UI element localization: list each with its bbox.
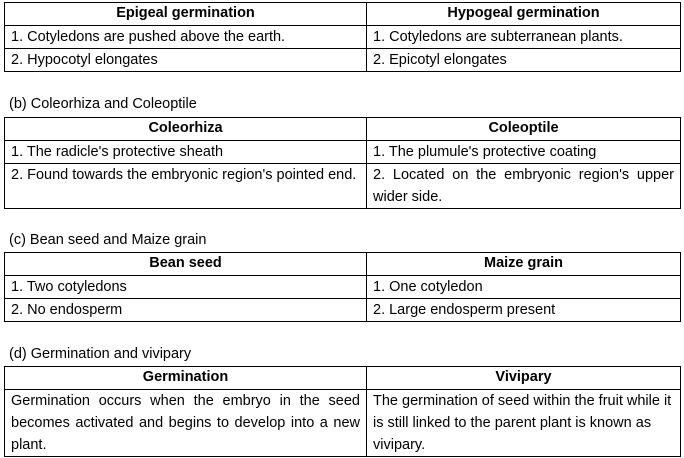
table-cell: 1. One cotyledon	[367, 276, 681, 299]
table-header-row	[5, 367, 681, 390]
table-row	[5, 299, 681, 322]
table-cell: The germination of seed within the fruit while it is still linked to the parent plant is known as vivipary.	[367, 390, 681, 457]
column-header: Epigeal germination	[5, 3, 367, 26]
table-cell: 2. Epicotyl elongates	[367, 49, 681, 72]
column-header: Hypogeal germination	[367, 3, 681, 26]
germination-vivipary-table	[4, 366, 681, 457]
table-header-row	[5, 3, 681, 26]
table-cell: 2. Hypocotyl elongates	[5, 49, 367, 72]
table-cell: 1. The plumule's protective coating	[367, 141, 681, 164]
table-cell: 2. Large endosperm present	[367, 299, 681, 322]
coleorhiza-coleoptile-table	[4, 117, 681, 209]
column-header: Vivipary	[367, 367, 681, 390]
section-heading-c: (c) Bean seed and Maize grain	[9, 232, 207, 248]
table-row	[5, 141, 681, 164]
table-row	[5, 49, 681, 72]
table-row	[5, 164, 681, 209]
table-cell: 1. Cotyledons are subterranean plants.	[367, 26, 681, 49]
column-header: Coleorhiza	[5, 118, 367, 141]
table-cell: 1. The radicle's protective sheath	[5, 141, 367, 164]
column-header: Maize grain	[367, 253, 681, 276]
table-cell: 2. No endosperm	[5, 299, 367, 322]
table-header-row	[5, 253, 681, 276]
table-cell: 1. Cotyledons are pushed above the earth.	[5, 26, 367, 49]
table-cell: 1. Two cotyledons	[5, 276, 367, 299]
table-row	[5, 390, 681, 457]
column-header: Bean seed	[5, 253, 367, 276]
table-cell: Germination occurs when the embryo in the seed becomes activated and begins to develop into a new plant.	[5, 390, 367, 457]
column-header: Germination	[5, 367, 367, 390]
column-header: Coleoptile	[367, 118, 681, 141]
section-heading-d: (d) Germination and vivipary	[9, 346, 192, 362]
bean-maize-table	[4, 252, 681, 322]
section-heading-b: (b) Coleorhiza and Coleoptile	[9, 96, 197, 112]
table-header-row	[5, 118, 681, 141]
table-cell: 2. Found towards the embryonic region's pointed end.	[5, 164, 367, 209]
epigeal-hypogeal-table	[4, 2, 681, 72]
table-cell: 2. Located on the embryonic region's upper wider side.	[367, 164, 681, 209]
table-row	[5, 26, 681, 49]
table-row	[5, 276, 681, 299]
